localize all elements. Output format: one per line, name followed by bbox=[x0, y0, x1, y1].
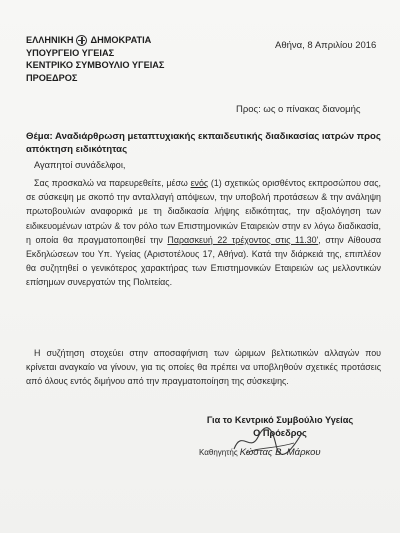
letterhead bbox=[26, 34, 164, 84]
letter-date: Αθήνα, 8 Απριλίου 2016 bbox=[275, 40, 377, 51]
signatory-name: Κώστας Β. Μάρκου bbox=[239, 447, 321, 458]
recipient-line: Προς: ως ο πίνακας διανομής bbox=[236, 104, 361, 115]
letterhead-row-1 bbox=[26, 34, 164, 47]
letterhead-ministry: ΥΠΟΥΡΓΕΙΟ ΥΓΕΙΑΣ bbox=[26, 47, 115, 58]
subject-line: Θέμα: Αναδιάρθρωση μεταπτυχιακής εκπαιδευτικής διαδικασίας ιατρών προς απόκτηση ειδικότητας bbox=[26, 131, 381, 155]
p1-underlined-date: Παρασκευή 22 τρέχοντος στις 11.30' bbox=[167, 234, 319, 245]
body-paragraph-2: Η συζήτηση στοχεύει στην αποσαφήνιση των ώριμων βελτιωτικών αλλαγών που κρίνεται αναγκαίο να γίνουν, για τις οποίες θα πρέπει να υποβληθούν σχετικές προτάσεις από όλους εντός διμήνου από την πραγματοποίηση της σύσκεψης. bbox=[26, 348, 381, 387]
p1-underlined-one: ενός bbox=[190, 178, 209, 188]
p1-text-3: , στην Αίθουσα Εκδηλώσεων του Υπ. Υγείας (Αριστοτέλους 17, Αθήνα). Κατά την διάρκειά της, επιπλέον θα συζητηθεί ο γενικότερος χαρακτήρας των Επιστημονικών Εταιρειών ως μελλοντικών επίσημων συνεργατών της Πολιτείας. bbox=[26, 234, 381, 288]
greeting: Αγαπητοί συνάδελφοι, bbox=[34, 160, 126, 170]
signatory bbox=[199, 447, 321, 458]
letterhead-hellenic: ΕΛΛΗΝΙΚΗ bbox=[26, 35, 74, 45]
greek-emblem-icon bbox=[76, 35, 87, 46]
p1-text-1: Σας προσκαλώ να παρευρεθείτε, μέσω bbox=[34, 178, 191, 188]
signature-org: Για το Κεντρικό Συμβούλιο Υγείας bbox=[206, 415, 354, 425]
body-paragraph-1 bbox=[26, 176, 381, 290]
letterhead-council: ΚΕΝΤΡΙΚΟ ΣΥΜΒΟΥΛΙΟ ΥΓΕΙΑΣ bbox=[26, 60, 165, 70]
letterhead-republic: ΔΗΜΟΚΡΑΤΙΑ bbox=[90, 35, 152, 45]
letterhead-president: ΠΡΟΕΔΡΟΣ bbox=[26, 72, 78, 83]
signatory-title: Καθηγητής bbox=[199, 448, 238, 457]
p1-text-2: (1) σχετικώς ορισθέντος εκπροσώπου σας, σε σύσκεψη με σκοπό την ανταλλαγή απόψεων, την υποβολή προτάσεων & την ανάληψη πρωτοβουλιών αναφορικά με τη διαδικασία λήψης ειδικότητας, την αξιολόγηση των ειδικευομένων ιατρών & τον ρόλο των Επιστημονικών Εταιρειών στην εν λόγω διαδικασία, η οποία θα πραγματοποιηθεί την bbox=[26, 178, 381, 245]
signature-role: Ο Πρόεδρος bbox=[253, 428, 307, 438]
